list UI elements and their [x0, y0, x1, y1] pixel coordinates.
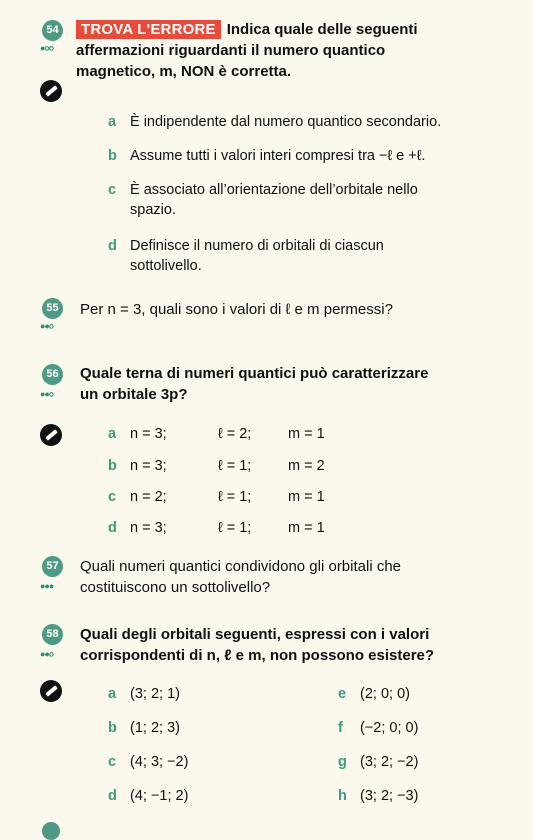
pencil-icon [40, 680, 62, 702]
question-57-text: Quali numeri quantici condividono gli orbitali che costituiscono un sottolivello? [80, 558, 402, 596]
option-54-d: d Definisce il numero di orbitali di ciascun sottolivello. [108, 238, 384, 274]
option-56-a: a n = 3; ℓ = 2; m = 1 [108, 426, 325, 442]
question-55-text: Per n = 3, quali sono i valori di ℓ e m permessi? [80, 301, 393, 318]
difficulty-dots: ●○○ [40, 43, 54, 53]
option-54-c: c È associato all’orientazione dell’orbitale nello spazio. [108, 182, 418, 218]
option-58-c: c (4; 3; −2) [108, 754, 189, 770]
difficulty-dots: ●●● [40, 581, 54, 591]
difficulty-dots: ●●○ [40, 389, 54, 399]
option-58-b: b (1; 2; 3) [108, 720, 180, 736]
pencil-icon [40, 424, 62, 446]
option-54-b: b Assume tutti i valori interi compresi tra −ℓ e +ℓ. [108, 148, 426, 164]
option-58-e: e (2; 0; 0) [338, 686, 410, 702]
question-56-text: Quale terna di numeri quantici può caratterizzare un orbitale 3p? [80, 365, 429, 403]
option-56-b: b n = 3; ℓ = 1; m = 2 [108, 458, 325, 474]
option-56-d: d n = 3; ℓ = 1; m = 1 [108, 520, 325, 536]
difficulty-dots: ●●○ [40, 321, 54, 331]
option-58-d: d (4; −1; 2) [108, 788, 189, 804]
option-56-c: c n = 2; ℓ = 1; m = 1 [108, 489, 325, 505]
option-58-h: h (3; 2; −3) [338, 788, 419, 804]
option-58-f: f (−2; 0; 0) [338, 720, 419, 736]
option-54-a: a È indipendente dal numero quantico secondario. [108, 114, 442, 130]
pencil-icon [40, 80, 62, 102]
option-58-g: g (3; 2; −2) [338, 754, 419, 770]
exercise-number-57: 57 [42, 556, 63, 577]
next-exercise-number-partial [42, 822, 60, 840]
difficulty-dots: ●●○ [40, 649, 54, 659]
option-58-a: a (3; 2; 1) [108, 686, 180, 702]
question-54-text: TROVA L'ERRORE Indica quale delle seguenti affermazioni riguardanti il numero quantico magnetico, m, NON è corretta. [76, 21, 418, 80]
trova-errore-tag: TROVA L'ERRORE [76, 20, 221, 39]
exercise-number-58: 58 [42, 624, 63, 645]
exercise-number-55: 55 [42, 298, 63, 319]
exercise-number-54: 54 [42, 20, 63, 41]
exercise-number-56: 56 [42, 364, 63, 385]
question-58-text: Quali degli orbitali seguenti, espressi con i valori corrispondenti di n, ℓ e m, non possono esistere? [80, 626, 435, 664]
